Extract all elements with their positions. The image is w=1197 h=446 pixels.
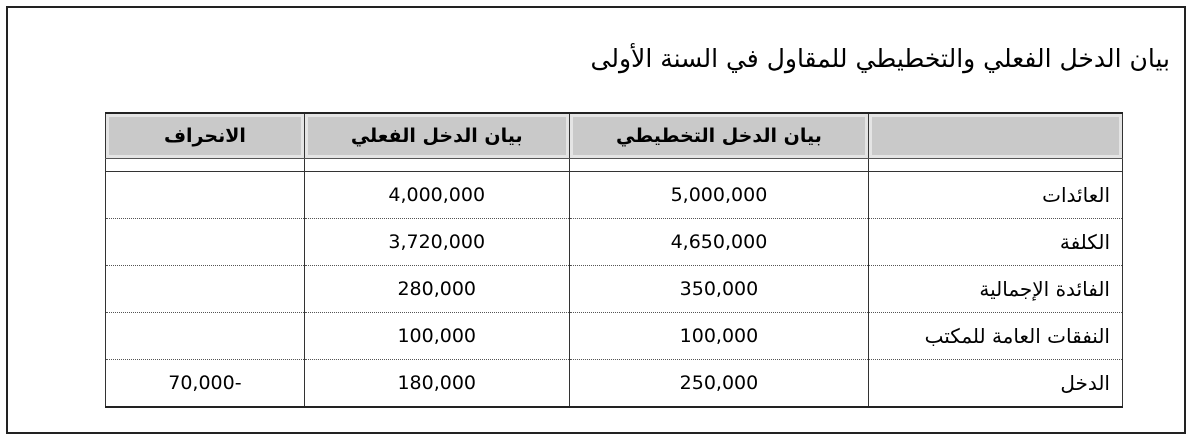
row-actual: 4,000,000 <box>304 172 569 219</box>
table-row <box>106 266 1123 313</box>
header-planned: بيان الدخل التخطيطي <box>569 113 869 159</box>
row-deviation <box>106 266 305 313</box>
row-planned: 4,650,000 <box>569 219 869 266</box>
header-spacer-row <box>106 159 1123 172</box>
table-row <box>106 360 1123 408</box>
row-actual: 280,000 <box>304 266 569 313</box>
header-deviation: الانحراف <box>106 113 305 159</box>
row-label: الفائدة الإجمالية <box>869 266 1123 313</box>
row-actual: 100,000 <box>304 313 569 360</box>
row-label: الدخل <box>869 360 1123 408</box>
row-actual: 180,000 <box>304 360 569 408</box>
header-label <box>869 113 1123 159</box>
table-row <box>106 172 1123 219</box>
header-actual: بيان الدخل الفعلي <box>304 113 569 159</box>
row-deviation <box>106 172 305 219</box>
row-planned: 350,000 <box>569 266 869 313</box>
row-deviation <box>106 313 305 360</box>
document-title: بيان الدخل الفعلي والتخطيطي للمقاول في السنة الأولى <box>590 44 1170 73</box>
row-planned: 5,000,000 <box>569 172 869 219</box>
row-deviation <box>106 219 305 266</box>
table-header-row <box>106 113 1123 159</box>
table-row <box>106 219 1123 266</box>
row-planned: 100,000 <box>569 313 869 360</box>
row-planned: 250,000 <box>569 360 869 408</box>
row-deviation: -70,000 <box>106 360 305 408</box>
table-row <box>106 313 1123 360</box>
income-statement-table <box>105 112 1123 408</box>
row-label: العائدات <box>869 172 1123 219</box>
row-actual: 3,720,000 <box>304 219 569 266</box>
row-label: الكلفة <box>869 219 1123 266</box>
document-frame <box>6 6 1186 434</box>
row-label: النفقات العامة للمكتب <box>869 313 1123 360</box>
